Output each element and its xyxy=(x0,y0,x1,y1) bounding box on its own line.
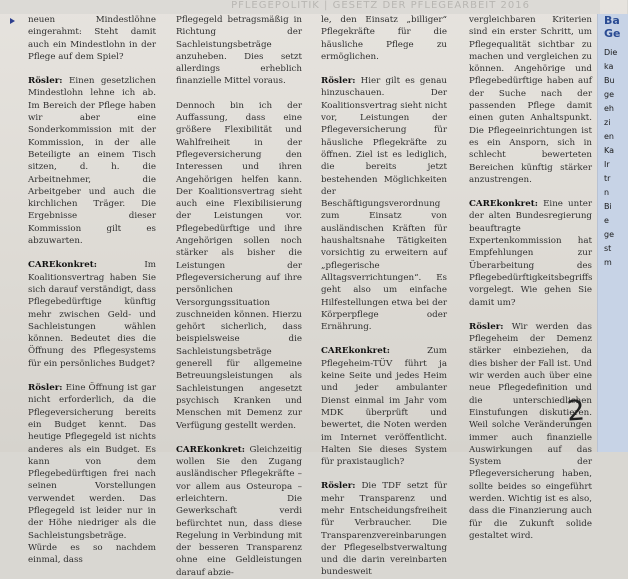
paragraph: CAREkonkret: Zum Pflegeheim-TÜV führt ja keine Seite und jedes Heim und jeder ambulanter Dienst einmal im Jahr vom MDK überprüft und bewertet, die Noten werden im Internet veröffentlicht. Halten Sie dieses System für praxistauglich? xyxy=(321,346,447,468)
paragraph: Rösler: Einen gesetzlichen Mindestlohn lehne ich ab. Im Bereich der Pflege haben wir aber eine Sonderkommission mit der Kommission, in der alle Beteiligte an einem Tisch sitzen, d. h. die Arbeitnehmer, die Arbeitgeber und auch die kirchlichen Träger. Die Ergebnisse dieser Kommission gilt es abzuwarten. xyxy=(28,76,156,247)
paragraph: Pflegegeld betragsmäßig in Richtung der Sachleistungsbeträge anzuheben. Dies setzt allerdings erheblich finanzielle Mittel voraus. xyxy=(176,15,302,87)
sidebar-line: ge xyxy=(604,90,614,99)
paragraph: CAREkonkret: Eine unter der alten Bundesregierung beauftragte Expertenkommission hat Empfehlungen zur Überarbeitung des Pflegebedürftigkeitsbegriffs vorgelegt. Wie gehen Sie damit um? xyxy=(469,199,593,308)
sidebar-line: Bi xyxy=(604,202,612,211)
sidebar-line: tr xyxy=(604,174,611,183)
speaker-label: CAREkonkret: xyxy=(28,260,97,271)
sidebar-line: st xyxy=(604,244,612,253)
text-column-1 xyxy=(28,14,156,566)
paragraph: Rösler: Hier gilt es genau hinzuschauen. Der Koalitionsvertrag sieht nicht vor, Leistungen der Pflegeversicherung für häusliche Pflegekräfte zu öffnen. Ziel ist es lediglich, die bereits jetzt bestehenden Möglichkeiten der Beschäftigungsverordnung zum Einsatz von ausländischen Kräften für haushaltsnahe Tätigkeiten vorsichtig zu erweitern auf „pflegerische Alltagsverrichtungen“. Es geht also um einfache Hilfestellungen etwa bei der Körperpflege oder Ernährung. xyxy=(321,76,447,333)
sidebar-box xyxy=(597,14,628,452)
speaker-label: CAREkonkret: xyxy=(469,199,538,210)
sidebar-line: Ka xyxy=(604,146,615,155)
speaker-label: CAREkonkret: xyxy=(176,444,245,455)
speaker-label: Rösler: xyxy=(321,481,356,492)
article-columns xyxy=(28,14,593,578)
sidebar-line: eh xyxy=(604,104,614,113)
paragraph: Dennoch bin ich der Auffassung, dass eine größere Flexibilität und Wahlfreiheit in der Pflegeversicherung den Interessen und ihren Angehörigen helfen kann. Der Koalitionsvertrag sieht auch eine Flexibilisierung der Leistungen vor. Pflegebedürftige und ihre Angehörigen sollen noch stärker als bisher die Leistungen der Pflegeversicherung auf ihre persönlichen Versorgungssituation zuschneiden können. Hierzu gehört sicherlich, dass beispielsweise die Sachleistungsbeträge generell für allgemeine Betreuungsleistungen als Sachleistungen angesetzt psychisch Kranken und Menschen mit Demenz zur Verfügung gestellt werden. xyxy=(176,100,302,431)
paragraph: le, den Einsatz „billiger“ Pflegekräfte für die häusliche Pflege zu ermöglichen. xyxy=(321,15,447,62)
page-header: PFLEGEPOLITIK | GESETZ DER PFLEGEARBEIT 2016 xyxy=(0,0,600,14)
sidebar-line: n xyxy=(604,188,610,197)
speaker-label: Rösler: xyxy=(469,321,504,332)
paragraph: CAREkonkret: Im Koalitionsvertrag haben Sie sich darauf verständigt, dass Pflegebedürftige künftig mehr zwischen Geld- und Sachleistungen wählen können. Bedeutet dies die Öffnung des Pflegesystems für ein persönliches Budget? xyxy=(28,260,156,369)
text-column-3 xyxy=(321,14,447,578)
speaker-label: Rösler: xyxy=(321,76,356,87)
sidebar-line: zi xyxy=(604,118,611,127)
sidebar-heading: Ba xyxy=(604,14,620,27)
text-column-4 xyxy=(469,14,593,541)
speaker-label: Rösler: xyxy=(28,383,63,394)
paragraph: CAREkonkret: Gleichzeitig wollen Sie den Zugang ausländischer Pflegekräfte – vor allem aus Osteuropa – erleichtern. Die Gewerkschaft verdi befürchtet nun, dass diese Regelung in Verbindung mit der besseren Transparenz ohne eine Geldleistungen darauf abzie- xyxy=(176,444,302,578)
paragraph: Rösler: Wir werden das Pflegeheim der Demenz stärker einbeziehen, da dies bisher der Fall ist. Und wir werden auch über eine neue Pflegedefinition und die unterschiedlichen Einstufungen diskutieren. Weil solche Veränderungen immer auch finanzielle Auswirkungen auf das System der Pflegeversicherung haben, sollte beides so eingeführt werden. Wichtig ist es also, dass die Finanzierung auch für die Zukunft solide gestaltet wird. xyxy=(469,321,592,541)
text-column-2 xyxy=(176,14,302,578)
sidebar-line: ge xyxy=(604,230,614,239)
sidebar-line: en xyxy=(604,132,614,141)
speaker-label: Rösler: xyxy=(28,76,63,87)
speaker-label: CAREkonkret: xyxy=(321,346,390,357)
paragraph: Rösler: Die TDF setzt für mehr Transparenz und mehr Entscheidungsfreiheit für Verbraucher. Die Transparenzvereinbarungen der Pflegeselbstverwaltung und die darin vereinbarten bundesweit xyxy=(321,481,447,578)
page-number: 2 xyxy=(565,393,586,428)
sidebar-line: Die xyxy=(604,48,618,57)
sidebar-text xyxy=(598,46,628,270)
sidebar-line: ka xyxy=(604,62,614,71)
paragraph: Rösler: Eine Öffnung ist gar nicht erforderlich, da die Pflegeversicherung bereits ein Budget kennt. Das heutige Pflegegeld ist nichts anderes als ein Budget. Es kann von dem Pflegebedürftigen frei nach seinen Vorstellungen verwendet werden. Das Pflegegeld ist leider nur in der Höhe niedriger als die Sachleistungsbeträge. Würde es so nachdem einmal, dass xyxy=(28,383,156,566)
paragraph: neuen Mindestlöhne eingerahmt: Steht damit auch ein Mindestlohn in der Pflege auf dem Spiel? xyxy=(28,15,156,62)
sidebar-line: Ir xyxy=(604,160,610,169)
sidebar-line: m xyxy=(604,258,612,267)
sidebar-heading: Ge xyxy=(604,27,621,40)
sidebar-line: e xyxy=(604,216,609,225)
sidebar-line: Bu xyxy=(604,76,615,85)
bullet-arrow-icon xyxy=(10,18,15,24)
paragraph: vergleichbaren Kriterien sind ein erster Schritt, um Pflegequalität sichtbar zu machen und vergleichen zu können. Angehörige und Pflegebedürftige haben auf der Suche nach der passenden Pflege damit einen guten Anhaltspunkt. Die Pflegeeinrichtungen ist es ein Ansporn, sich in schlecht bewerteten Bereichen künftig stärker anzustrengen. xyxy=(469,15,592,185)
